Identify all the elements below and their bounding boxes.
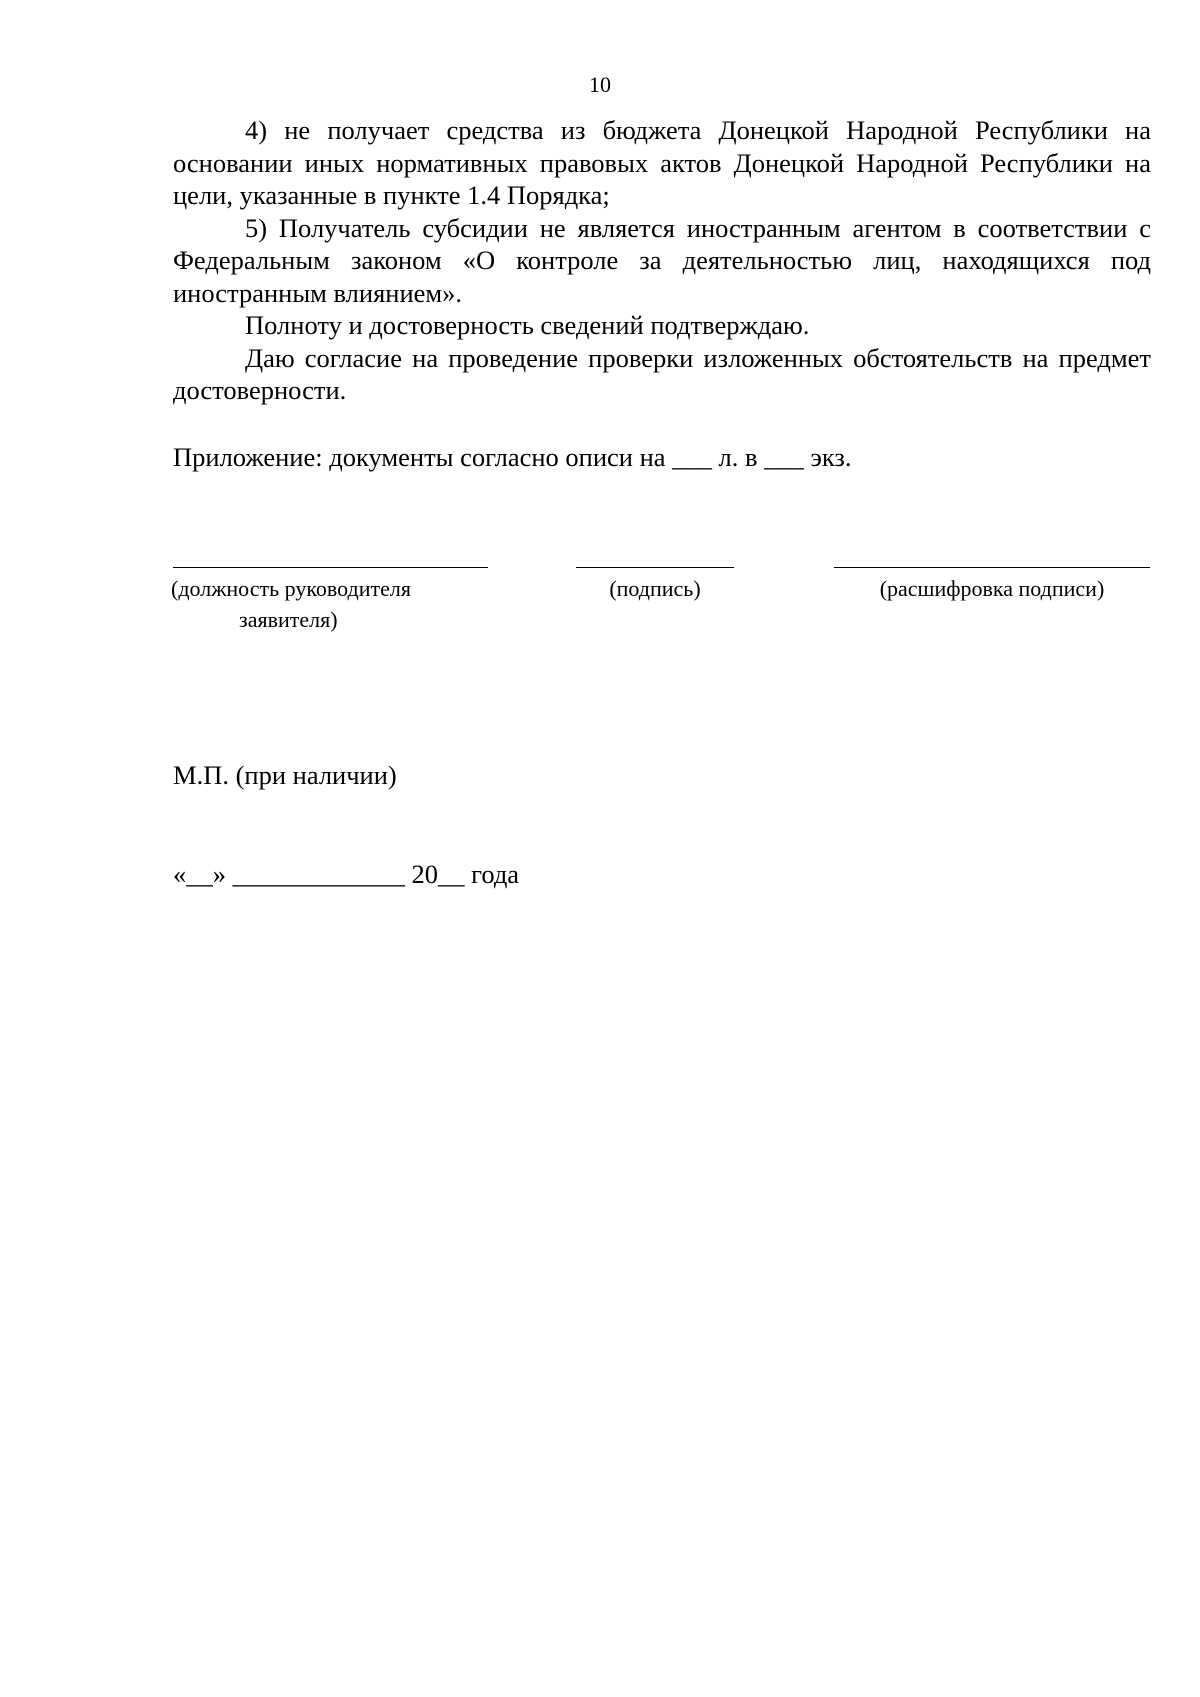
position-caption (171, 573, 471, 635)
decryption-caption: (расшифровка подписи) (879, 576, 1105, 601)
consent-paragraph: Даю согласие на проведение проверки изложенных обстоятельств на предмет достоверности. (173, 342, 1151, 405)
paragraph-item-5: 5) Получатель субсидии не является иностранным агентом в соответствии с Федеральным законом «О контроле за деятельностью лиц, находящихся под иностранным влиянием». (173, 212, 1151, 308)
signature-caption: (подпись) (609, 576, 701, 601)
position-signature-line (173, 567, 488, 568)
date-line: «__» _____________ 20__ года (173, 859, 520, 889)
confirmation-paragraph: Полноту и достоверность сведений подтверждаю. (245, 310, 810, 340)
position-caption-line-2: заявителя) (239, 607, 338, 632)
paragraph-item-4: 4) не получает средства из бюджета Донецкой Народной Республики на основании иных нормативных правовых актов Донецкой Народной Республики на цели, указанные в пункте 1.4 Порядка; (173, 115, 1151, 210)
stamp-and-date (173, 693, 519, 957)
decryption-signature-line (834, 567, 1150, 568)
declaration-body (173, 114, 1151, 407)
stamp-note: М.П. (при наличии) (173, 760, 397, 790)
attachment-line: Приложение: документы согласно описи на ___ л. в ___ экз. (173, 442, 852, 472)
page-number: 10 (589, 72, 611, 97)
signature-line (576, 567, 734, 568)
position-caption-line-1: (должность руководителя (171, 576, 411, 601)
